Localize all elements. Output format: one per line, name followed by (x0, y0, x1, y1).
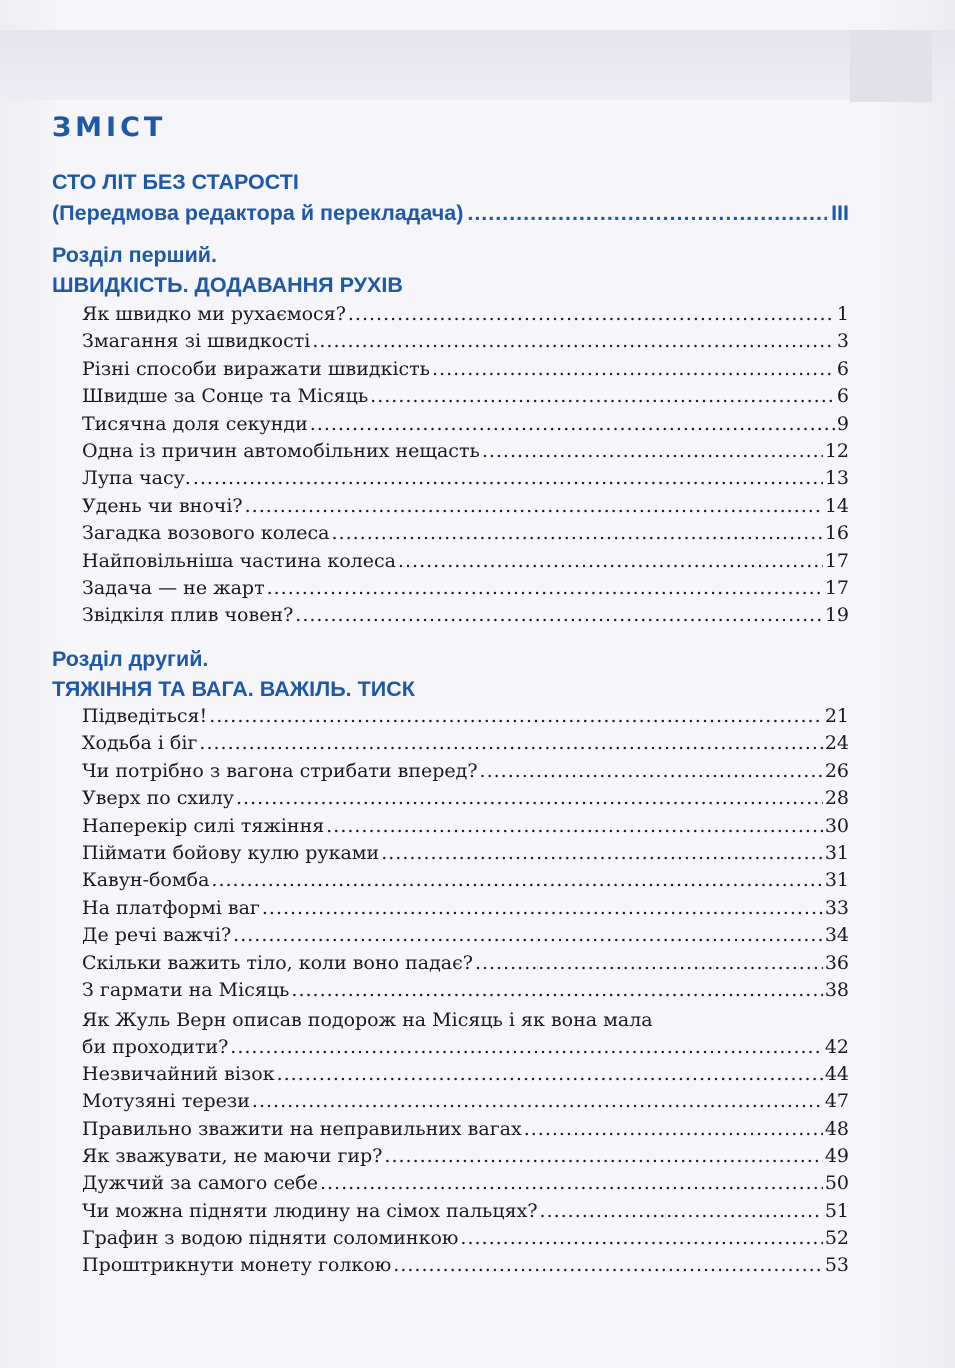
entry-title: Змагання зі швидкості (82, 330, 311, 353)
leader-dots (524, 1117, 823, 1141)
section2-heading: ТЯЖІННЯ ТА ВАГА. ВАЖІЛЬ. ТИСК (52, 677, 415, 701)
toc-entry[interactable] (82, 521, 849, 545)
entry-title: Уверх по схилу (82, 787, 234, 810)
entry-title: Тисячна доля секунди (82, 412, 308, 435)
leader-dots (211, 868, 822, 892)
section1-heading: ШВИДКІСТЬ. ДОДАВАННЯ РУХІВ (52, 273, 403, 297)
leader-dots (393, 1253, 823, 1277)
entry-title: Чи потрібно з вагона стрибати вперед? (82, 759, 478, 782)
toc-entry[interactable] (82, 868, 849, 892)
entry-title: Скільки важить тіло, коли воно падає? (82, 951, 473, 974)
intro-heading: СТО ЛІТ БЕЗ СТАРОСТІ (52, 170, 299, 194)
toc-entry[interactable] (82, 549, 849, 573)
entry-page: 19 (824, 604, 849, 627)
toc-entry[interactable] (82, 704, 849, 728)
entry-title: Удень чи вночі? (82, 494, 243, 517)
intro-subtitle: (Передмова редактора й перекладача) (52, 201, 464, 225)
toc-entry[interactable] (82, 951, 849, 975)
leader-dots (291, 978, 822, 1002)
leader-dots (245, 494, 823, 518)
intro-entry[interactable] (52, 201, 849, 226)
intro-page: III (831, 201, 849, 225)
entry-title: З гармати на Місяць (82, 979, 290, 1001)
toc-entry[interactable] (82, 329, 849, 353)
leader-dots (432, 357, 835, 381)
leader-dots (209, 704, 823, 728)
entry-title: Піймати бойову кулю руками (82, 842, 380, 864)
entry-page: 28 (824, 787, 849, 810)
entry-title: Задача — не жарт (82, 577, 265, 599)
entry-page: 31 (824, 869, 849, 892)
toc-entry[interactable] (82, 923, 849, 947)
leader-dots (193, 466, 823, 490)
leader-dots (384, 1144, 822, 1168)
entry-page: 47 (824, 1090, 849, 1113)
entry-page: 1 (836, 303, 849, 325)
entry-page: 42 (824, 1036, 849, 1058)
entry-title: Загадка возового колеса (82, 522, 330, 545)
leader-dots (475, 951, 823, 975)
entry-title: Лупа часу. (82, 467, 191, 490)
leader-dots (267, 576, 823, 600)
entry-title: Правильно зважити на неправильних вагах (82, 1117, 522, 1140)
toc-entry[interactable] (82, 302, 849, 326)
entry-title: Кавун-бомба (82, 869, 210, 892)
toc-entry[interactable] (82, 1171, 849, 1195)
verne-entry[interactable] (82, 1035, 849, 1059)
corner-mark (850, 30, 932, 102)
leader-dots (480, 759, 823, 783)
entry-page: 31 (824, 842, 849, 864)
entry-page: 14 (824, 494, 849, 517)
leader-dots (295, 603, 823, 627)
toc-entry[interactable] (82, 412, 849, 436)
entry-title: Як швидко ми рухаємося? (82, 303, 346, 325)
entry-page: 49 (824, 1144, 849, 1167)
entry-title: Мотузяні терези (82, 1090, 250, 1113)
entry-page: 34 (824, 924, 849, 947)
leader-dots (320, 1171, 823, 1195)
entry-page: 52 (824, 1226, 849, 1249)
leader-dots (233, 923, 823, 947)
toc-entry[interactable] (82, 439, 849, 463)
entry-title: Дужчий за самого себе (82, 1172, 318, 1195)
leader-dots (482, 439, 823, 463)
entry-title: Звідкіля плив човен? (82, 604, 294, 627)
toc-entry[interactable] (82, 759, 849, 783)
toc-entry[interactable] (82, 1062, 849, 1086)
toc-entry[interactable] (82, 896, 849, 920)
toc-entry[interactable] (82, 1117, 849, 1141)
entry-page: 38 (824, 979, 849, 1001)
entry-page: 26 (824, 759, 849, 782)
entry-title: Чи можна підняти людину на сімох пальцях? (82, 1199, 538, 1222)
toc-entry[interactable] (82, 1089, 849, 1113)
toc-entry[interactable] (82, 1253, 849, 1277)
entry-page: 53 (824, 1254, 849, 1277)
toc-entry[interactable] (82, 466, 849, 490)
toc-entry[interactable] (82, 494, 849, 518)
toc-entry[interactable] (82, 814, 849, 838)
leader-dots (460, 1226, 822, 1250)
entry-title: Наперекір силі тяжіння (82, 814, 325, 837)
leader-dots (540, 1199, 823, 1223)
entry-title: Ходьба і біг (82, 732, 198, 755)
entry-title: Найповільніша частина колеса (82, 549, 396, 572)
leader-dots (332, 521, 823, 545)
leader-dots (326, 814, 823, 838)
leader-dots (398, 549, 823, 573)
entry-page: 9 (836, 412, 849, 435)
leader-dots (467, 201, 827, 226)
toc-entry[interactable] (82, 1199, 849, 1223)
top-shadow-band (0, 30, 955, 100)
toc-entry[interactable] (82, 1144, 849, 1168)
entry-title: Незвичайний візок (82, 1063, 275, 1085)
entry-title: би проходити? (82, 1036, 229, 1058)
leader-dots (277, 1062, 823, 1086)
toc-entry[interactable] (82, 1226, 849, 1250)
leader-dots (312, 329, 835, 353)
toc-entry[interactable] (82, 357, 849, 381)
section2-label: Розділ другий. (52, 647, 209, 671)
leader-dots (230, 1035, 823, 1059)
leader-dots (348, 302, 835, 326)
leader-dots (262, 896, 823, 920)
leader-dots (199, 731, 822, 755)
toc-entry[interactable] (82, 786, 849, 810)
verne-entry-line1[interactable]: Як Жуль Верн описав подорож на Місяць і як вона мала (82, 1009, 653, 1031)
entry-page: 17 (824, 549, 849, 572)
entry-page: 12 (824, 440, 849, 462)
entry-page: 24 (824, 732, 849, 755)
entry-title: Різні способи виражати швидкість (82, 357, 431, 380)
toc-entry[interactable] (82, 603, 849, 627)
leader-dots (236, 786, 823, 810)
entry-title: Проштрикнути монету голкою (82, 1254, 392, 1277)
entry-title: Швидше за Сонце та Місяць (82, 385, 369, 408)
entry-title: Як зважувати, не маючи гир? (82, 1144, 383, 1167)
entry-page: 48 (824, 1117, 849, 1140)
entry-page: 44 (824, 1063, 849, 1085)
entry-page: 30 (824, 814, 849, 837)
section1-label: Розділ перший. (52, 243, 217, 267)
entry-page: 36 (824, 951, 849, 974)
entry-page: 50 (824, 1172, 849, 1195)
entry-page: 33 (824, 896, 849, 919)
leader-dots (381, 841, 823, 865)
entry-title: Підведіться! (82, 705, 208, 727)
toc-title: ЗМІСТ (52, 112, 167, 143)
entry-page: 6 (836, 357, 849, 380)
toc-entry[interactable] (82, 384, 849, 408)
entry-page: 21 (824, 705, 849, 727)
toc-entry[interactable] (82, 731, 849, 755)
entry-page: 16 (824, 522, 849, 545)
leader-dots (370, 384, 835, 408)
toc-entry[interactable] (82, 841, 849, 865)
entry-title: Графин з водою підняти соломинкою (82, 1226, 459, 1249)
entry-page: 13 (824, 467, 849, 490)
entry-page: 6 (836, 385, 849, 408)
toc-entry[interactable] (82, 576, 849, 600)
entry-title: На платформі ваг (82, 896, 260, 919)
toc-entry[interactable] (82, 978, 849, 1002)
leader-dots (310, 412, 835, 436)
entry-title: Де речі важчі? (82, 924, 232, 947)
entry-page: 51 (824, 1199, 849, 1222)
entry-page: 3 (836, 330, 849, 353)
entry-title: Одна із причин автомобільних нещасть (82, 440, 480, 462)
leader-dots (252, 1089, 823, 1113)
entry-page: 17 (824, 577, 849, 599)
